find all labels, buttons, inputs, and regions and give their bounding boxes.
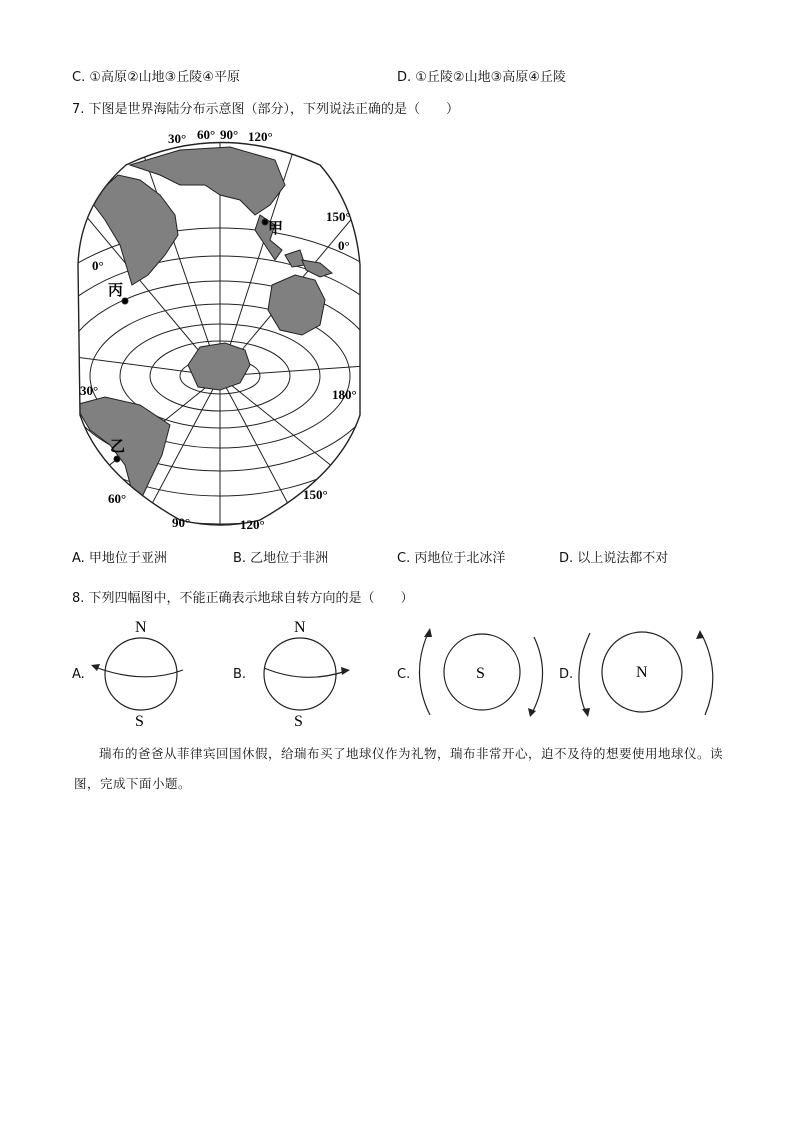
map-label-lon-60-bottom: 60° [108, 491, 127, 506]
q6-option-c: C. ①高原②山地③丘陵④平原 [72, 70, 240, 85]
q7-option-b: B. 乙地位于非洲 [233, 551, 329, 566]
q8-fig-b-letter: B. [233, 667, 247, 682]
passage-text: 瑞布的爸爸从菲律宾回国休假，给瑞布买了地球仪作为礼物，瑞布非常开心，迫不及待的想要使用地球仪。读图，完成下面小题。 [74, 746, 724, 791]
map-label-lon-90-bottom: 90° [172, 515, 191, 530]
map-label-lon-30-left: 30° [80, 383, 99, 398]
map-place-jia: 甲 [268, 221, 284, 237]
map-label-lon-120-bottom: 120° [240, 517, 265, 532]
q8-figure-d [572, 615, 717, 725]
map-label-lon-30-top: 30° [168, 131, 187, 146]
world-map-figure [70, 125, 370, 535]
q8-fig-c-letter: C. [397, 667, 411, 682]
fig-a-north-label: N [135, 619, 147, 636]
q7-option-a: A. 甲地位于亚洲 [72, 551, 167, 566]
map-place-bing: 丙 [108, 283, 124, 299]
q8-fig-d-letter: D. [559, 667, 574, 682]
q7-option-d: D. 以上说法都不对 [559, 551, 669, 566]
map-label-lat-0-right: 0° [338, 238, 350, 253]
map-label-lon-180-right: 180° [332, 387, 357, 402]
fig-b-south-label: S [294, 713, 303, 730]
fig-d-north-label: N [636, 664, 648, 681]
q7-stem: 7. 下图是世界海陆分布示意图（部分），下列说法正确的是（ ） [72, 102, 460, 117]
fig-a-south-label: S [135, 713, 144, 730]
q6-option-d: D. ①丘陵②山地③高原④丘陵 [397, 70, 566, 85]
map-label-lon-60-top: 60° [197, 127, 216, 142]
q8-figure-c [410, 615, 550, 725]
fig-b-north-label: N [294, 619, 306, 636]
map-label-lon-150-bottom: 150° [303, 487, 328, 502]
map-label-lon-120-top: 120° [248, 129, 273, 144]
q8-stem: 8. 下列四幅图中，不能正确表示地球自转方向的是（ ） [72, 591, 414, 606]
fig-c-south-label: S [476, 665, 485, 682]
map-label-lat-0-left: 0° [92, 258, 104, 273]
q7-option-c: C. 丙地位于北冰洋 [397, 551, 506, 566]
q8-fig-a-letter: A. [72, 667, 85, 682]
q8-figure-a [88, 615, 198, 730]
map-label-lon-90-top: 90° [220, 127, 239, 142]
map-label-lon-150-right: 150° [326, 209, 351, 224]
q8-figure-b [250, 615, 360, 730]
map-place-yi: 乙 [110, 439, 126, 455]
